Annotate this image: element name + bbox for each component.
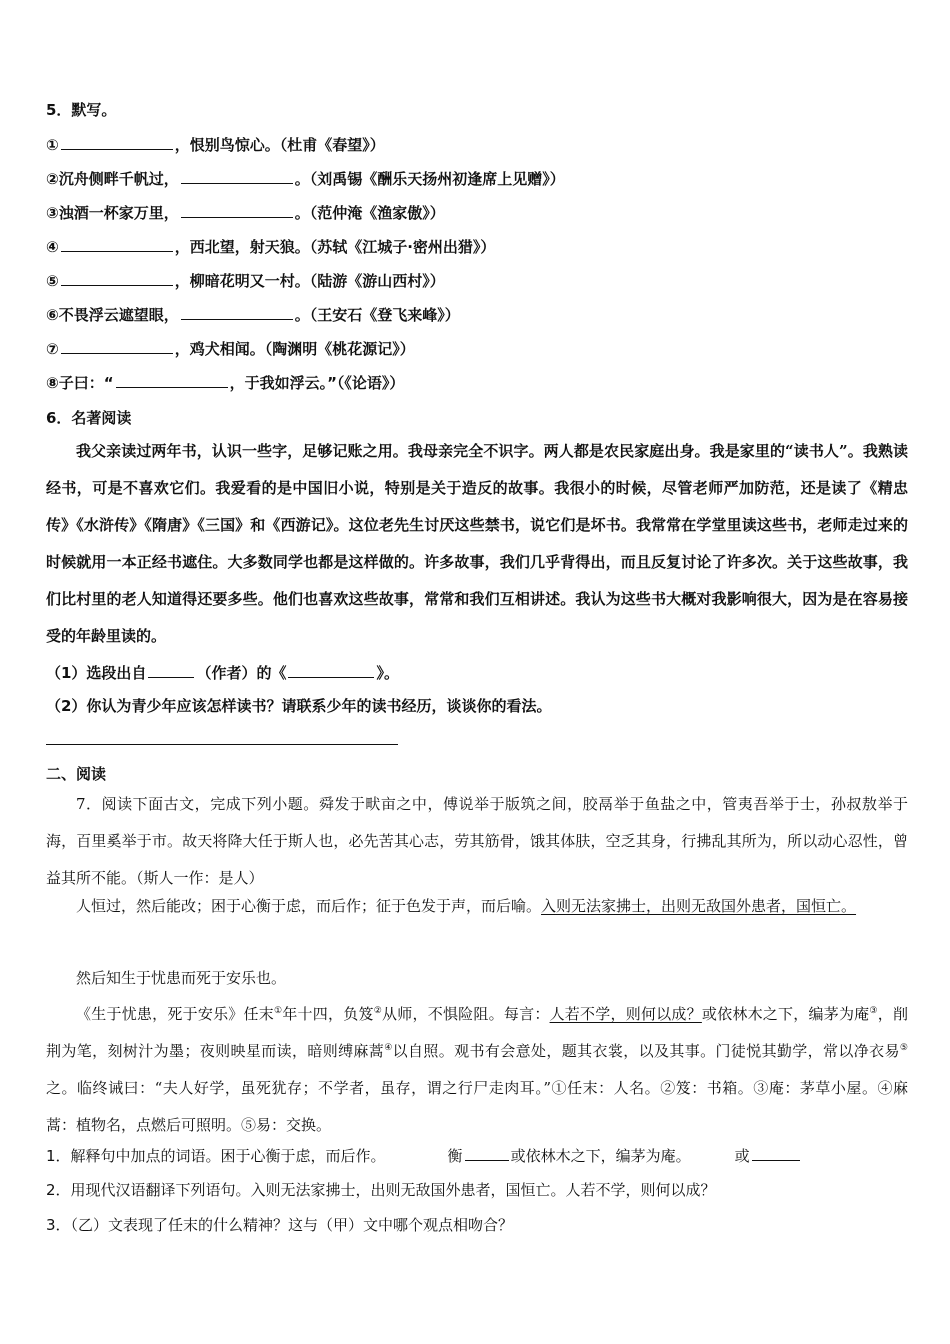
yi-text-6: 以自照。观书有会意处，题其衣裳，以及其事。门徒悦其勤学，常以净衣易 bbox=[392, 1042, 900, 1060]
yi-passage bbox=[46, 996, 908, 1144]
qa1-text: 1．解释句中加点的词语。困于心衡于虑，而后作。 bbox=[46, 1147, 386, 1165]
qa2: 2．用现代汉语翻译下列语句。入则无法家拂士，出则无敌国外患者，国恒亡。人若不学，则何以成？ bbox=[46, 1181, 716, 1199]
q5-item-8-pre: ⑧子曰：“ bbox=[46, 374, 114, 392]
q7-para2 bbox=[46, 888, 908, 925]
note-ref-5: ⑤ bbox=[899, 1043, 908, 1053]
note-ref-3: ③ bbox=[869, 1006, 878, 1016]
q5-item-3 bbox=[46, 202, 445, 223]
q5-item-5-pre: ⑤ bbox=[46, 272, 59, 290]
q5-item-4-pre: ④ bbox=[46, 238, 59, 256]
q5-item-2 bbox=[46, 168, 565, 189]
qa3: 3．（乙）文表现了任末的什么精神？这与（甲）文中哪个观点相吻合？ bbox=[46, 1216, 514, 1234]
q5-item-6 bbox=[46, 304, 460, 325]
yi-text-5: ，削荆为笔，刻树汁为墨；夜则映星而读，暗则缚麻蒿 bbox=[46, 1005, 908, 1060]
yi-text-1: 《生于忧患，死于安乐》任末 bbox=[76, 1005, 274, 1023]
qa1-word-huo: 或 bbox=[734, 1147, 750, 1165]
q5-item-7-pre: ⑦ bbox=[46, 340, 59, 358]
qa1-word-heng: 衡 bbox=[447, 1147, 463, 1165]
yi-text-7: 之。临终诫曰：“夫人好学，虽死犹存；不学者，虽存，谓之行尸走肉耳。”①任末：人名。②笈：书箱。③庵：茅草小屋。④麻蒿：植物名，点燃后可照明。⑤易：交换。 bbox=[46, 1079, 908, 1134]
q5-item-2-pre: ②沉舟侧畔千帆过， bbox=[46, 170, 179, 188]
yi-text-2: 年十四，负笈 bbox=[282, 1005, 374, 1023]
q5-item-6-pre: ⑥不畏浮云遮望眼， bbox=[46, 306, 179, 324]
q7-para2-underlined: 入则无法家拂士，出则无敌国外患者，国恒亡。 bbox=[541, 897, 857, 915]
q7-para3: 然后知生于忧患而死于安乐也。 bbox=[76, 969, 287, 987]
q6-title: 6．名著阅读 bbox=[46, 409, 132, 427]
heng-blank[interactable] bbox=[465, 1145, 509, 1161]
qa1-sentence-2: 或依林木之下，编茅为庵。 bbox=[510, 1147, 691, 1165]
q5-item-3-pre: ③浊酒一杯家万里， bbox=[46, 204, 179, 222]
q5-item-5-post: ，柳暗花明又一村。（陆游《游山西村》） bbox=[174, 272, 445, 290]
q5-item-4-post: ，西北望，射天狼。（苏轼《江城子·密州出猎》） bbox=[174, 238, 496, 256]
q7-para2-a: 人恒过，然后能改；困于心衡于虑，而后作；征于色发于声，而后喻。 bbox=[76, 897, 542, 915]
q6-sub1-c: 》。 bbox=[376, 664, 399, 682]
note-ref-1: ① bbox=[274, 1006, 283, 1016]
q5-item-7 bbox=[46, 338, 415, 359]
q5-item-3-post: 。（范仲淹《渔家傲》） bbox=[294, 204, 445, 222]
answer-blank[interactable] bbox=[116, 372, 228, 388]
q5-item-4 bbox=[46, 236, 495, 257]
author-blank[interactable] bbox=[148, 662, 194, 678]
q5-title: 5．默写。 bbox=[46, 101, 117, 119]
q5-item-8-post: ，于我如浮云。”（《论语》） bbox=[229, 374, 405, 392]
huo-blank[interactable] bbox=[752, 1145, 800, 1161]
answer-line[interactable] bbox=[46, 744, 398, 745]
answer-blank[interactable] bbox=[61, 134, 173, 150]
q5-item-6-post: 。（王安石《登飞来峰》） bbox=[294, 306, 460, 324]
answer-blank[interactable] bbox=[181, 168, 293, 184]
answer-blank[interactable] bbox=[61, 236, 173, 252]
q6-passage: 我父亲读过两年书，认识一些字，足够记账之用。我母亲完全不识字。两人都是农民家庭出身。我是家里的“读书人”。我熟读经书，可是不喜欢它们。我爱看的是中国旧小说，特别是关于造反的故事。我很小的时候，尽管老师严加防范，还是读了《精忠传》《水浒传》《隋唐》《三国》和《西游记》。这位老先生讨厌这些禁书，说它们是坏书。我常常在学堂里读这些书，老师走过来的时候就用一本正经书遮住。大多数同学也都是这样做的。许多故事，我们几乎背得出，而且反复讨论了许多次。关于这些故事，我们比村里的老人知道得还要多些。他们也喜欢这些故事，常常和我们互相讲述。我认为这些书大概对我影响很大，因为是在容易接受的年龄里读的。 bbox=[46, 442, 908, 645]
answer-blank[interactable] bbox=[61, 338, 173, 354]
section2-title: 二、阅读 bbox=[46, 765, 107, 783]
q6-sub1 bbox=[46, 662, 399, 683]
answer-blank[interactable] bbox=[181, 304, 293, 320]
q6-sub1-b: （作者）的《 bbox=[196, 664, 287, 682]
q6-sub2: （2）你认为青少年应该怎样读书？请联系少年的读书经历，谈谈你的看法。 bbox=[46, 697, 552, 715]
q5-item-7-post: ，鸡犬相闻。（陶渊明《桃花源记》） bbox=[174, 340, 415, 358]
q5-item-1-post: ，恨别鸟惊心。（杜甫《春望》） bbox=[174, 136, 385, 154]
yi-text-3: 从师，不惧险阻。每言： bbox=[382, 1005, 550, 1023]
yi-text-4: 或依林木之下，编茅为庵 bbox=[701, 1005, 870, 1023]
q5-item-2-post: 。（刘禹锡《酬乐天扬州初逢席上见赠》） bbox=[294, 170, 565, 188]
book-blank[interactable] bbox=[288, 662, 374, 678]
q7-para1: 7．阅读下面古文，完成下列小题。舜发于畎亩之中，傅说举于版筑之间，胶鬲举于鱼盐之中，管夷吾举于士，孙叔敖举于海，百里奚举于市。故天将降大任于斯人也，必先苦其心志，劳其筋骨，饿其体肤，空乏其身，行拂乱其所为，所以动心忍性，曾益其所不能。（斯人一作：是人） bbox=[46, 795, 908, 887]
q5-item-8 bbox=[46, 372, 404, 393]
qa1 bbox=[46, 1145, 802, 1166]
answer-blank[interactable] bbox=[181, 202, 293, 218]
q5-item-1 bbox=[46, 134, 385, 155]
q5-item-5 bbox=[46, 270, 445, 291]
q5-item-1-pre: ① bbox=[46, 136, 59, 154]
note-ref-2: ② bbox=[373, 1006, 383, 1016]
q6-sub1-a: （1）选段出自 bbox=[46, 664, 147, 682]
answer-blank[interactable] bbox=[61, 270, 173, 286]
yi-underlined: 人若不学，则何以成？ bbox=[549, 1005, 702, 1023]
note-ref-4: ④ bbox=[384, 1043, 393, 1053]
